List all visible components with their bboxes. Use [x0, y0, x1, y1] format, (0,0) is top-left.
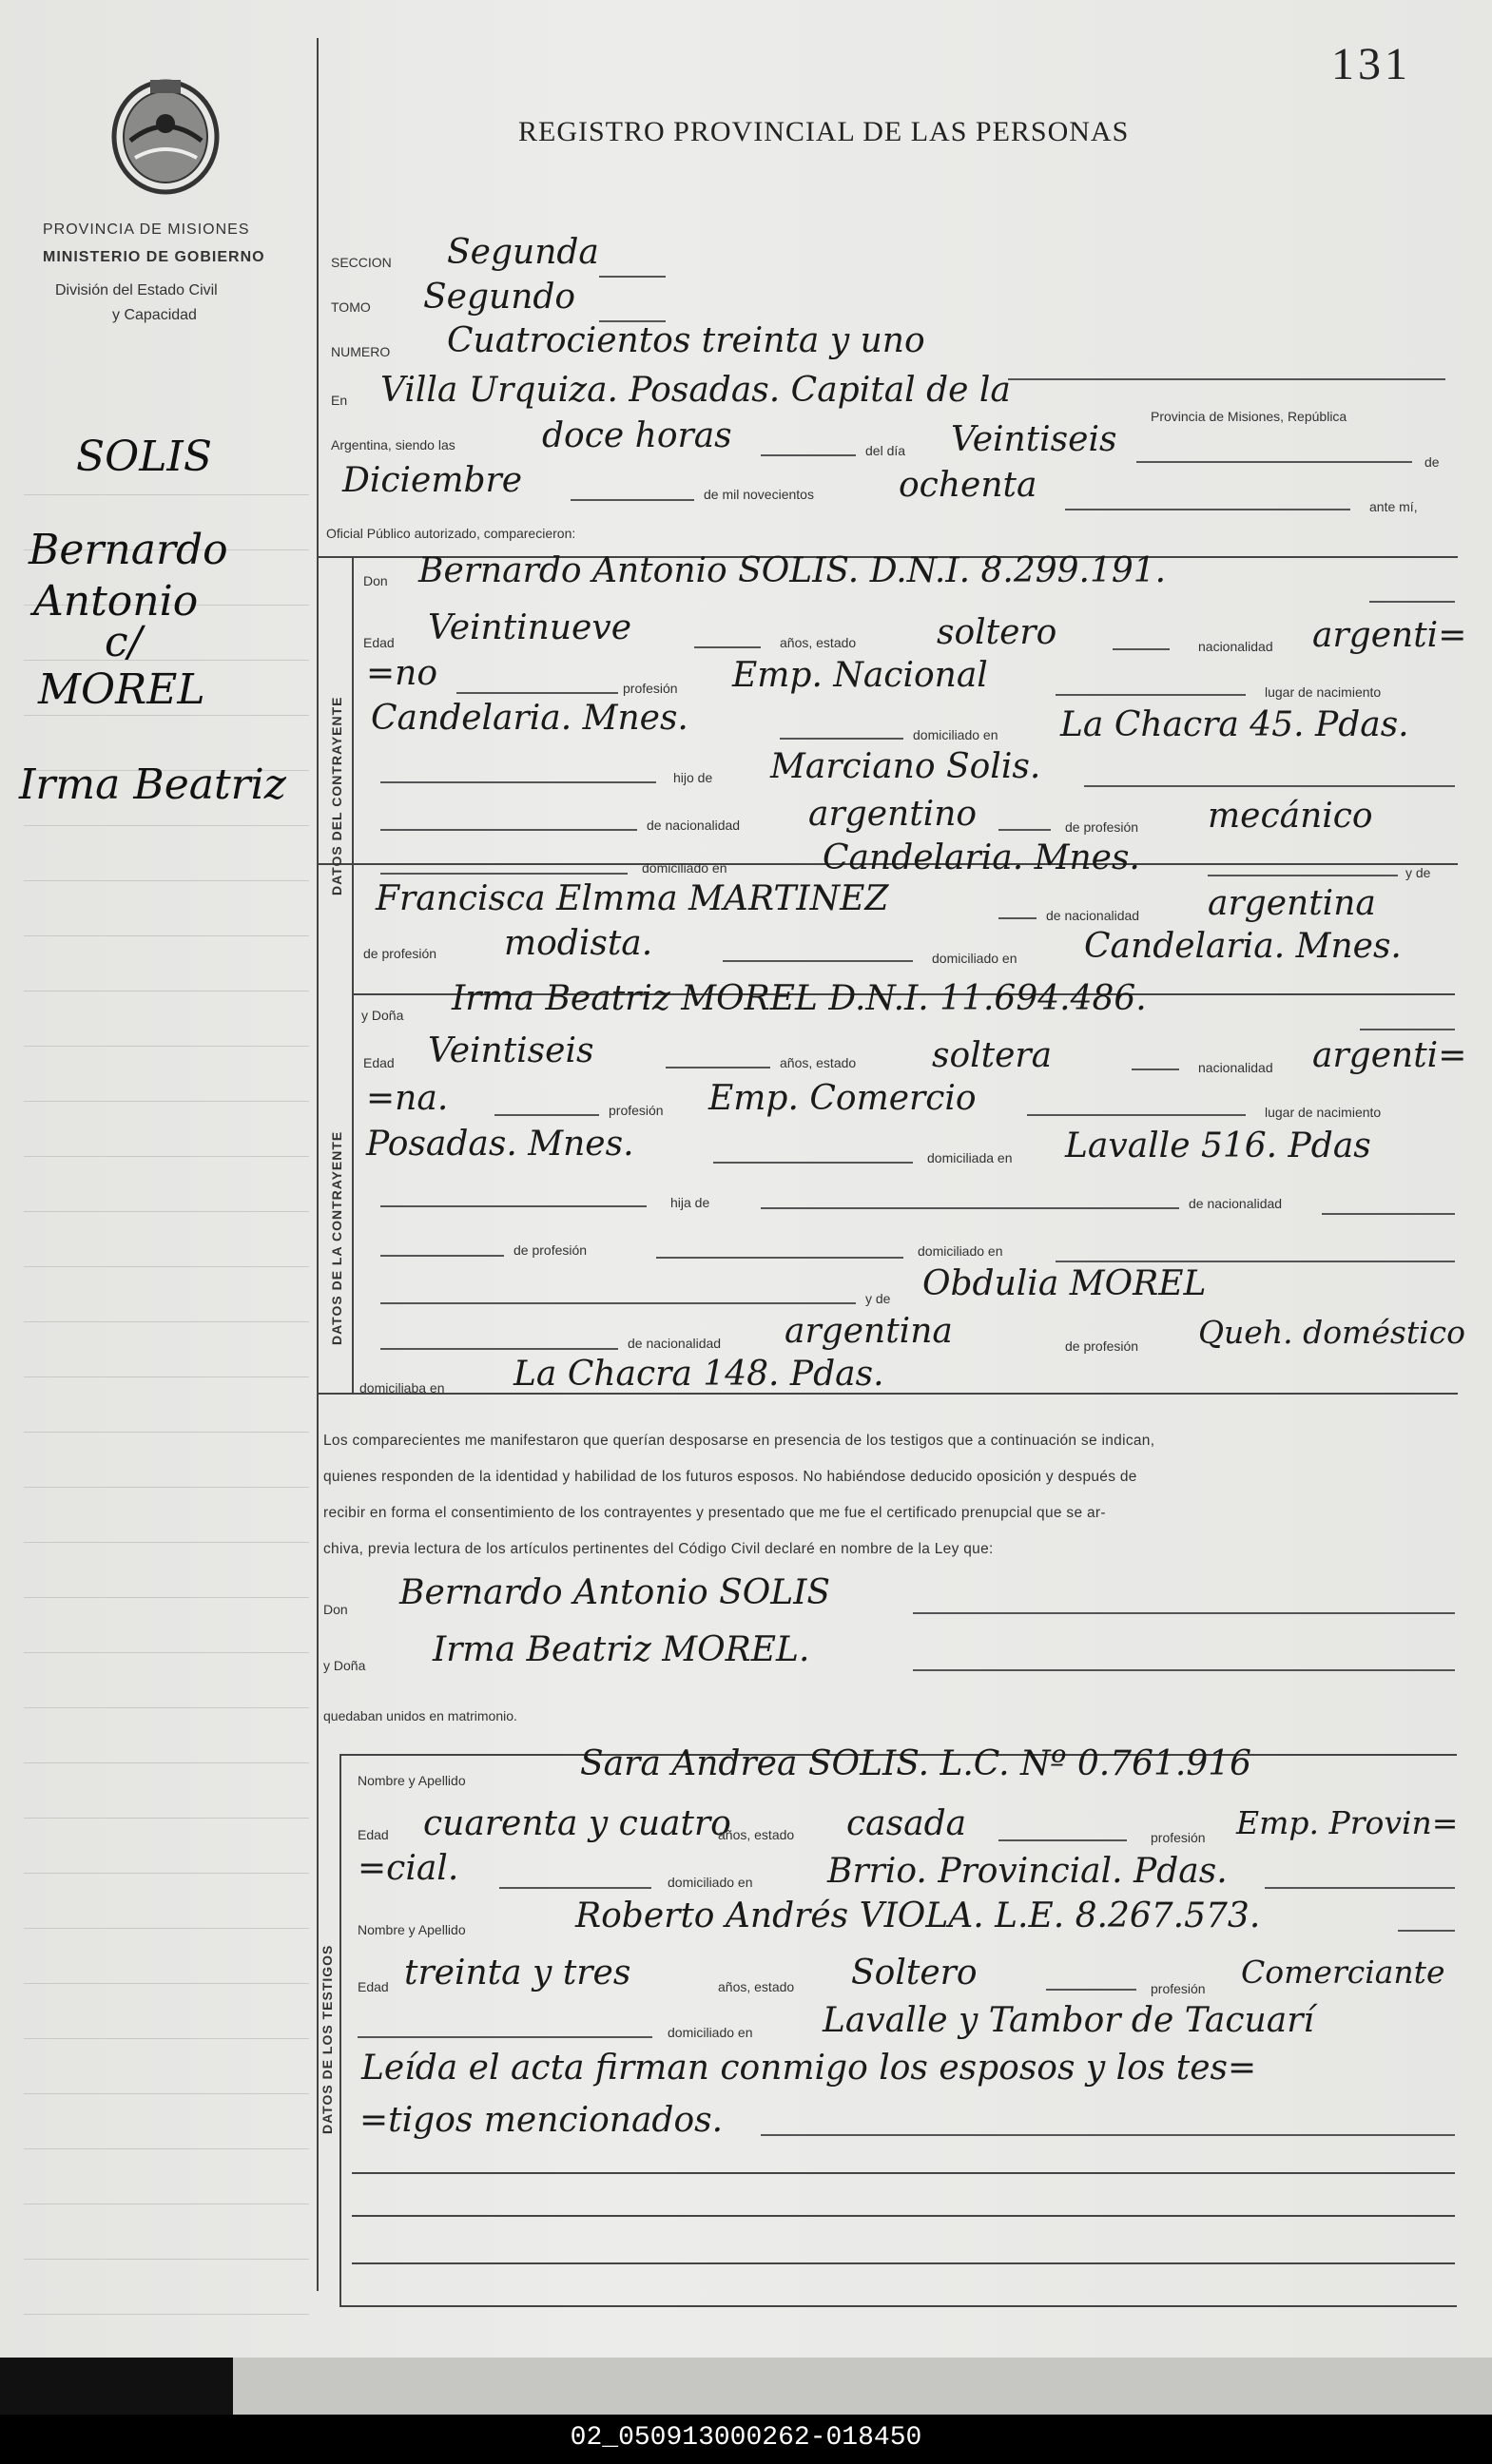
bride-name: Irma Beatriz MOREL D.N.I. 11.694.486. — [452, 979, 1147, 1018]
label-provincia: Provincia de Misiones, República — [1151, 409, 1347, 424]
rule-bride-padre-prof — [380, 1255, 504, 1257]
label-argentina: Argentina, siendo las — [331, 437, 455, 452]
letterhead-province: PROVINCIA DE MISIONES — [43, 221, 250, 238]
label-bride-padre-dom: domiciliado en — [918, 1243, 1003, 1259]
rule-bride-nac — [494, 1114, 599, 1116]
witness2-estado: Soltero — [851, 1954, 978, 1992]
statement-line-1: Los comparecientes me manifestaron que querían desposarse en presencia de los testigos que a continuación se indican, — [323, 1433, 1155, 1449]
closing-line-2 — [352, 2215, 1455, 2217]
rule-w1-prof — [499, 1887, 651, 1889]
label-groom-nacionalidad: nacionalidad — [1198, 639, 1273, 654]
label-bride-padre-nac: de nacionalidad — [1189, 1196, 1283, 1211]
provincial-seal-icon — [107, 74, 225, 198]
label-y-de: y de — [1405, 865, 1431, 880]
rule-bride-estado — [1132, 1068, 1179, 1070]
label-bride-padre-prof: de profesión — [513, 1242, 588, 1258]
label-ante-mi: ante mí, — [1369, 499, 1418, 514]
groom-block-border — [352, 556, 354, 1393]
rule-groom-edad — [694, 646, 761, 648]
bride-madre-profesion: Queh. doméstico — [1198, 1314, 1465, 1351]
rule-padre-nac2 — [998, 829, 1051, 831]
rule-union-dona — [913, 1669, 1455, 1671]
field-tomo: Segundo — [423, 278, 576, 317]
label-w2-edad: Edad — [358, 1979, 389, 1994]
witness1-estado: casada — [846, 1804, 967, 1843]
rule-padre-nac — [380, 829, 637, 831]
field-numero: Cuatrocientos treinta y uno — [447, 321, 925, 360]
groom-estado: soltero — [937, 613, 1057, 652]
rule-anio — [1065, 509, 1350, 510]
label-bride-lugar: lugar de nacimiento — [1265, 1105, 1382, 1120]
label-bride-y-de: y de — [865, 1291, 891, 1306]
label-bride-madre-nac: de nacionalidad — [628, 1336, 722, 1351]
scan-bottom-edge — [0, 2358, 1492, 2415]
rule-w2-name — [1398, 1930, 1455, 1932]
witness2-name: Roberto Andrés VIOLA. L.E. 8.267.573. — [575, 1896, 1261, 1935]
groom-madre-domicilio: Candelaria. Mnes. — [1084, 927, 1402, 966]
bride-madre: Obdulia MOREL — [922, 1264, 1207, 1303]
rule-padre-dom2 — [1208, 875, 1398, 876]
registry-title: REGISTRO PROVINCIAL DE LAS PERSONAS — [518, 116, 1130, 147]
rule-groom-hijo — [380, 781, 656, 783]
rule-w1-dom — [1265, 1887, 1455, 1889]
bride-estado: soltera — [932, 1036, 1053, 1075]
letterhead-division: División del Estado Civil — [55, 282, 218, 298]
rule-padre-dom — [380, 873, 628, 875]
label-union-don: Don — [323, 1602, 348, 1617]
groom-madre: Francisca Elmma MARTINEZ — [376, 879, 889, 918]
groom-padre-profesion: mecánico — [1208, 797, 1373, 836]
margin-surname-2: MOREL — [38, 665, 205, 714]
bride-madre-nacionalidad: argentina — [785, 1312, 953, 1351]
groom-profesion: Emp. Nacional — [732, 656, 988, 695]
section-label-groom: DATOS DEL CONTRAYENTE — [329, 696, 344, 895]
label-del-dia: del día — [865, 443, 906, 458]
witness-block-border — [339, 1754, 341, 2305]
witness1-edad: cuarenta y cuatro — [423, 1804, 731, 1843]
field-anio: ochenta — [899, 466, 1037, 505]
rule-bride-lugar — [713, 1162, 913, 1164]
rule-w2-dom-pre — [358, 2036, 652, 2038]
bride-edad: Veintiseis — [428, 1031, 594, 1070]
label-padre-domicilio: domiciliado en — [642, 860, 727, 876]
closing-line-text-2: =tigos mencionados. — [359, 2101, 724, 2140]
label-groom-lugar: lugar de nacimiento — [1265, 684, 1382, 700]
rule-groom-prof — [1056, 694, 1246, 696]
label-w1-edad: Edad — [358, 1827, 389, 1842]
label-groom-anos: años, estado — [780, 635, 857, 650]
label-bride-anos: años, estado — [780, 1055, 857, 1070]
label-bride-edad: Edad — [363, 1055, 395, 1070]
label-groom-domicilio: domiciliado en — [913, 727, 998, 742]
label-hijo-de: hijo de — [673, 770, 713, 785]
rule-madre-name — [998, 917, 1037, 919]
union-don: Bernardo Antonio SOLIS — [399, 1573, 831, 1612]
statement-line-2: quienes responden de la identidad y habilidad de los futuros esposos. No habiéndose deducido oposición y después de — [323, 1469, 1137, 1485]
groom-padre-nacionalidad: argentino — [808, 795, 978, 834]
margin-bride-name: Irma Beatriz — [19, 760, 286, 809]
label-w1-nombre: Nombre y Apellido — [358, 1773, 466, 1788]
bride-domicilio: Lavalle 516. Pdas — [1065, 1126, 1371, 1165]
label-de-mil: de mil novecientos — [704, 487, 814, 502]
label-quedaban: quedaban unidos en matrimonio. — [323, 1708, 517, 1723]
margin-middle-name: Antonio — [33, 577, 199, 626]
rule-bride-madre-nac — [380, 1348, 618, 1350]
label-oficial: Oficial Público autorizado, comparecieron: — [326, 526, 576, 541]
rule-seccion — [599, 276, 666, 278]
margin-first-name: Bernardo — [29, 526, 228, 574]
groom-padre: Marciano Solis. — [770, 747, 1041, 786]
field-lugar: Villa Urquiza. Posadas. Capital de la — [380, 371, 1011, 410]
rule-numero — [1008, 378, 1445, 380]
label-bride-nacionalidad: nacionalidad — [1198, 1060, 1273, 1075]
rule-bride-padre-dom — [1056, 1261, 1455, 1262]
label-domiciliaba-en: domiciliaba en — [359, 1380, 445, 1396]
label-padre-nacionalidad: de nacionalidad — [647, 818, 741, 833]
closing-line-3 — [352, 2262, 1455, 2264]
label-padre-profesion: de profesión — [1065, 819, 1139, 835]
label-w2-domicilio: domiciliado en — [668, 2025, 753, 2040]
witness1-domicilio: Brrio. Provincial. Pdas. — [827, 1852, 1228, 1891]
label-groom-edad: Edad — [363, 635, 395, 650]
groom-lugar-nacimiento: Candelaria. Mnes. — [371, 699, 688, 738]
bride-profesion: Emp. Comercio — [708, 1079, 977, 1118]
rule-groom-lugar — [780, 738, 903, 740]
letterhead-ministry: MINISTERIO DE GOBIERNO — [43, 249, 265, 265]
closing-line-text-1: Leída el acta firman conmigo los esposos y los tes= — [361, 2049, 1257, 2088]
label-w2-nombre: Nombre y Apellido — [358, 1922, 466, 1937]
rule-bride-padre-nac — [1322, 1213, 1455, 1215]
witness2-domicilio: Lavalle y Tambor de Tacuarí — [823, 2001, 1314, 2040]
label-w1-domicilio: domiciliado en — [668, 1875, 753, 1890]
label-w1-profesion: profesión — [1151, 1830, 1206, 1845]
margin-surname: SOLIS — [76, 433, 212, 481]
rule-bride-padre — [761, 1207, 1179, 1209]
bride-nacionalidad-a: argenti= — [1312, 1036, 1467, 1075]
witness-block-bottom — [339, 2305, 1457, 2307]
label-seccion: SECCION — [331, 255, 392, 270]
groom-domicilio: La Chacra 45. Pdas. — [1060, 705, 1409, 744]
section-label-bride: DATOS DE LA CONTRAYENTE — [329, 1130, 344, 1345]
label-de: de — [1424, 454, 1440, 470]
witness2-edad: treinta y tres — [404, 1954, 631, 1992]
label-union-dona: y Doña — [323, 1658, 366, 1673]
label-w2-anos: años, estado — [718, 1979, 795, 1994]
statement-line-3: recibir en forma el consentimiento de los contrayentes y presentado que me fue el certificado prenupcial que se ar- — [323, 1505, 1106, 1521]
bride-lugar-nacimiento: Posadas. Mnes. — [366, 1125, 634, 1164]
letterhead-capacity: y Capacidad — [112, 307, 197, 323]
label-y-dona: y Doña — [361, 1008, 404, 1023]
rule-bride-hija — [380, 1205, 647, 1207]
rule-closing — [761, 2134, 1455, 2136]
groom-edad: Veintinueve — [428, 608, 631, 647]
bride-madre-domicilio: La Chacra 148. Pdas. — [513, 1355, 884, 1394]
union-dona: Irma Beatriz MOREL. — [433, 1630, 810, 1669]
witness1-name: Sara Andrea SOLIS. L.C. Nº 0.761.916 — [580, 1744, 1252, 1783]
rule-w2-estado — [1046, 1989, 1136, 1991]
label-madre-nacionalidad: de nacionalidad — [1046, 908, 1140, 923]
groom-madre-nacionalidad: argentina — [1208, 884, 1376, 923]
groom-padre-domicilio: Candelaria. Mnes. — [823, 838, 1140, 877]
field-dia: Veintiseis — [951, 420, 1117, 459]
bride-block-bottom — [317, 1393, 1458, 1395]
statement-line-4: chiva, previa lectura de los artículos pertinentes del Código Civil declaré en nombre de la Ley que: — [323, 1541, 994, 1557]
label-en: En — [331, 393, 348, 408]
field-mes: Diciembre — [342, 461, 523, 500]
rule-union-don — [913, 1612, 1455, 1614]
field-seccion: Segunda — [447, 233, 599, 272]
label-tomo: TOMO — [331, 299, 371, 315]
label-don: Don — [363, 573, 388, 588]
label-w2-profesion: profesión — [1151, 1981, 1206, 1996]
groom-nacionalidad-b: =no — [366, 654, 438, 693]
label-bride-madre-prof: de profesión — [1065, 1338, 1139, 1354]
label-numero: NUMERO — [331, 344, 391, 359]
footer-image-id: 02_050913000262-018450 — [570, 2423, 922, 2453]
bride-nacionalidad-b: =na. — [366, 1079, 449, 1118]
rule-dia — [1136, 461, 1412, 463]
label-hija-de: hija de — [670, 1195, 710, 1210]
margin-border — [317, 38, 319, 2291]
page-number: 131 — [1331, 39, 1411, 89]
rule-madre-prof — [723, 960, 913, 962]
margin-conjunction: c/ — [105, 618, 143, 666]
closing-line-1 — [352, 2172, 1455, 2174]
statement-paragraph — [323, 1423, 1455, 1568]
label-madre-domicilio: domiciliado en — [932, 951, 1017, 966]
groom-name: Bernardo Antonio SOLIS. D.N.I. 8.299.191. — [418, 551, 1167, 590]
field-horas: doce horas — [542, 416, 732, 455]
rule-groom-nac — [456, 692, 618, 694]
groom-madre-profesion: modista. — [504, 924, 653, 963]
rule-bride-edad — [666, 1067, 770, 1068]
label-bride-domicilio: domiciliada en — [927, 1150, 1013, 1165]
rule-groom-estado — [1113, 648, 1170, 650]
label-w1-anos: años, estado — [718, 1827, 795, 1842]
rule-groom-padre — [1084, 785, 1455, 787]
rule-bride-prof — [1027, 1114, 1246, 1116]
rule-w1-estado — [998, 1839, 1127, 1841]
label-madre-profesion: de profesión — [363, 946, 437, 961]
witness1-profesion-b: =cial. — [358, 1849, 459, 1888]
label-bride-profesion: profesión — [609, 1103, 664, 1118]
rule-bride-yde — [380, 1302, 856, 1304]
witness1-profesion-a: Emp. Provin= — [1236, 1804, 1459, 1841]
section-label-witnesses: DATOS DE LOS TESTIGOS — [320, 1944, 335, 2134]
rule-horas — [761, 454, 856, 456]
rule-mes — [571, 499, 694, 501]
rule-bride-padre-prof2 — [656, 1257, 903, 1259]
rule-bride-name — [1360, 1029, 1455, 1030]
label-groom-profesion: profesión — [623, 681, 678, 696]
witness2-profesion: Comerciante — [1241, 1954, 1445, 1991]
groom-nacionalidad-a: argenti= — [1312, 616, 1467, 655]
rule-groom-name — [1369, 601, 1455, 603]
